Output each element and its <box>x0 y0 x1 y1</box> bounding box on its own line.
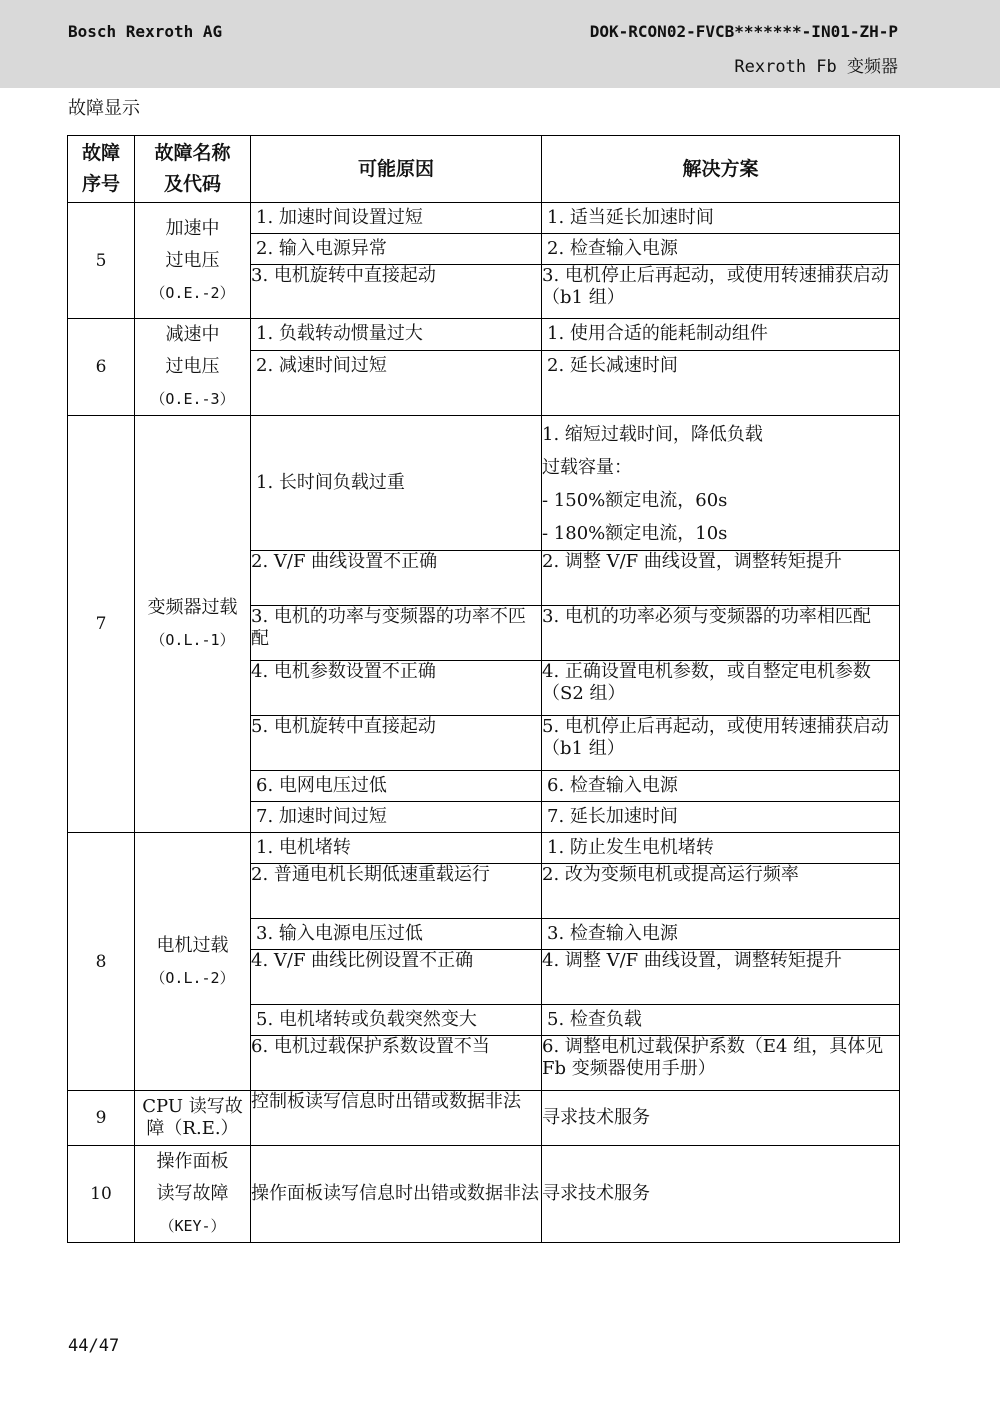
cause-cell: 1. 电机堵转 <box>251 833 542 864</box>
fault-name: 操作面板 读写故障 （KEY-） <box>135 1146 251 1243</box>
fault-table <box>67 135 900 1243</box>
solution-cell: 3. 电机停止后再起动，或使用转速捕获启动（b1 组） <box>542 265 900 319</box>
table-row <box>68 319 900 351</box>
page-header <box>0 0 1000 88</box>
cause-cell: 2. 减速时间过短 <box>251 351 542 416</box>
cause-cell: 5. 电机旋转中直接起动 <box>251 716 542 771</box>
cause-cell: 1. 长时间负载过重 <box>251 416 542 551</box>
solution-cell: 2. 调整 V/F 曲线设置，调整转矩提升 <box>542 551 900 606</box>
table-row <box>68 1091 900 1146</box>
header-cause: 可能原因 <box>251 136 542 203</box>
fault-name: 变频器过载 （O.L.-1） <box>135 416 251 833</box>
solution-line: 过载容量： <box>542 457 632 478</box>
fault-no: 9 <box>68 1091 135 1146</box>
product-name: Rexroth Fb 变频器 <box>734 57 898 77</box>
solution-cell: 2. 检查输入电源 <box>542 234 900 265</box>
solution-cell: 2. 改为变频电机或提高运行频率 <box>542 864 900 919</box>
table-row <box>68 416 900 551</box>
header-fault-no: 故障 序号 <box>68 136 135 203</box>
document-number: DOK-RCON02-FVCB*******-IN01-ZH-P <box>589 22 898 41</box>
solution-cell: 3. 电机的功率必须与变频器的功率相匹配 <box>542 606 900 661</box>
solution-cell: 4. 调整 V/F 曲线设置，调整转矩提升 <box>542 950 900 1005</box>
solution-cell: 5. 检查负载 <box>542 1005 900 1036</box>
cause-cell: 7. 加速时间过短 <box>251 802 542 833</box>
fault-name: CPU 读写故障（R.E.） <box>135 1091 251 1146</box>
cause-cell: 3. 电机旋转中直接起动 <box>251 265 542 319</box>
cause-cell: 3. 电机的功率与变频器的功率不匹配 <box>251 606 542 661</box>
solution-cell: 2. 延长减速时间 <box>542 351 900 416</box>
solution-cell: 1. 使用合适的能耗制动组件 <box>542 319 900 351</box>
cause-cell: 6. 电机过载保护系数设置不当 <box>251 1036 542 1091</box>
cause-cell: 1. 加速时间设置过短 <box>251 203 542 234</box>
fault-no: 10 <box>68 1146 135 1243</box>
table-header-row <box>68 136 900 203</box>
solution-cell: 6. 检查输入电源 <box>542 771 900 802</box>
solution-cell: 寻求技术服务 <box>542 1091 900 1146</box>
header-fault-name: 故障名称 及代码 <box>135 136 251 203</box>
solution-cell: 3. 检查输入电源 <box>542 919 900 950</box>
cause-cell: 4. 电机参数设置不正确 <box>251 661 542 716</box>
cause-cell: 2. V/F 曲线设置不正确 <box>251 551 542 606</box>
solution-cell: 6. 调整电机过载保护系数（E4 组，具体见 Fb 变频器使用手册） <box>542 1036 900 1091</box>
fault-no: 5 <box>68 203 135 319</box>
solution-cell: 1. 防止发生电机堵转 <box>542 833 900 864</box>
fault-no: 8 <box>68 833 135 1091</box>
table-row <box>68 203 900 234</box>
cause-cell: 2. 输入电源异常 <box>251 234 542 265</box>
solution-cell: 7. 延长加速时间 <box>542 802 900 833</box>
cause-cell: 6. 电网电压过低 <box>251 771 542 802</box>
solution-cell: 4. 正确设置电机参数，或自整定电机参数（S2 组） <box>542 661 900 716</box>
solution-cell: 1. 适当延长加速时间 <box>542 203 900 234</box>
cause-cell: 2. 普通电机长期低速重载运行 <box>251 864 542 919</box>
page-number: 44/47 <box>68 1336 120 1356</box>
fault-no: 6 <box>68 319 135 416</box>
table-row <box>68 1146 900 1243</box>
solution-line: 1. 缩短过载时间，降低负载 <box>542 424 763 445</box>
solution-line: - 180%额定电流，10s <box>542 523 728 544</box>
cause-cell: 3. 输入电源电压过低 <box>251 919 542 950</box>
cause-cell: 控制板读写信息时出错或数据非法 <box>251 1091 542 1146</box>
fault-name: 减速中 过电压 （O.E.-3） <box>135 319 251 416</box>
cause-cell: 1. 负载转动惯量过大 <box>251 319 542 351</box>
company-name: Bosch Rexroth AG <box>68 22 223 41</box>
fault-name: 加速中 过电压 （O.E.-2） <box>135 203 251 319</box>
solution-line: - 150%额定电流，60s <box>542 490 728 511</box>
solution-cell: 5. 电机停止后再起动，或使用转速捕获启动（b1 组） <box>542 716 900 771</box>
cause-cell: 4. V/F 曲线比例设置不正确 <box>251 950 542 1005</box>
table-row <box>68 833 900 864</box>
section-title: 故障显示 <box>68 98 140 119</box>
solution-cell <box>542 416 900 551</box>
cause-cell: 操作面板读写信息时出错或数据非法 <box>251 1146 542 1243</box>
cause-cell: 5. 电机堵转或负载突然变大 <box>251 1005 542 1036</box>
fault-name: 电机过载 （O.L.-2） <box>135 833 251 1091</box>
header-solution: 解决方案 <box>542 136 900 203</box>
fault-no: 7 <box>68 416 135 833</box>
solution-cell: 寻求技术服务 <box>542 1146 900 1243</box>
